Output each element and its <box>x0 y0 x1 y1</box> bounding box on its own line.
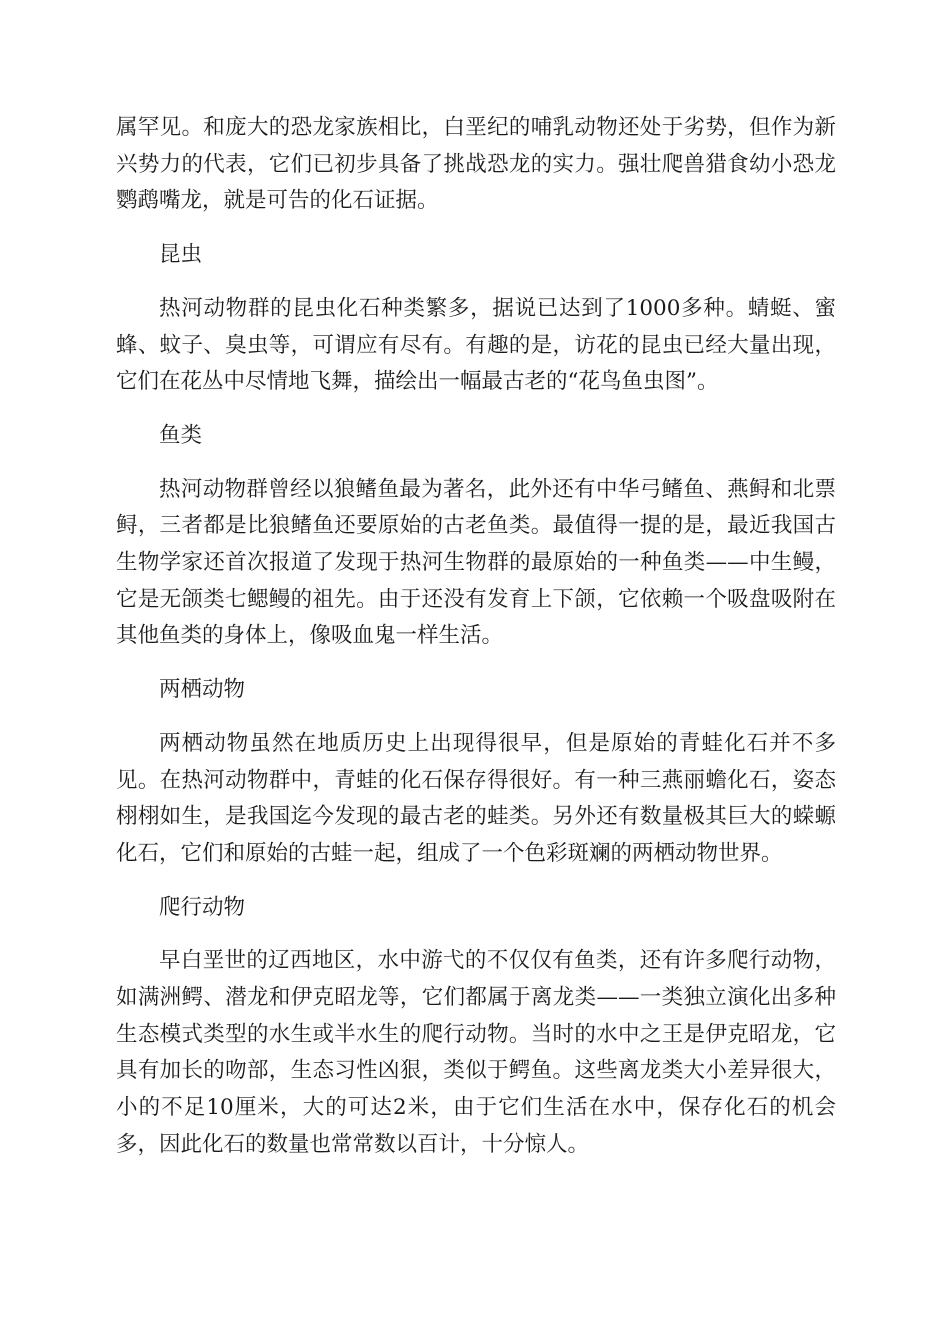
section-body-fish: 热河动物群曾经以狼鳍鱼最为著名，此外还有中华弓鳍鱼、燕鲟和北票鲟，三者都是比狼鳍鱼还要原始的古老鱼类。最值得一提的是，最近我国古生物学家还首次报道了发现于热河生物群的最原始的一种鱼类——中生鳗，它是无颌类七鳃鳗的祖先。由于还没有发育上下颌，它依赖一个吸盘吸附在其他鱼类的身体上，像吸血鬼一样生活。 <box>116 476 836 649</box>
section-body-amphibians: 两栖动物虽然在地质历史上出现得很早，但是原始的青蛙化石并不多见。在热河动物群中，青蛙的化石保存得很好。有一种三燕丽蟾化石，姿态栩栩如生，是我国迄今发现的最古老的蛙类。另外还有数量极其巨大的蝾螈化石，它们和原始的古蛙一起，组成了一个色彩斑斓的两栖动物世界。 <box>116 730 836 866</box>
section-heading-fish: 鱼类 <box>159 422 203 448</box>
section-heading-reptiles: 爬行动物 <box>159 894 246 920</box>
document-page <box>116 110 836 1181</box>
section-heading-insects: 昆虫 <box>159 242 203 268</box>
intro-paragraph: 属罕见。和庞大的恐龙家族相比，白垩纪的哺乳动物还处于劣势，但作为新兴势力的代表，它们已初步具备了挑战恐龙的实力。强壮爬兽猎食幼小恐龙鹦鹉嘴龙，就是可告的化石证据。 <box>116 115 836 214</box>
section-heading-amphibians: 两栖动物 <box>159 677 246 703</box>
section-body-insects: 热河动物群的昆虫化石种类繁多，据说已达到了1000多种。蜻蜓、蜜蜂、蚊子、臭虫等，可谓应有尽有。有趣的是，访花的昆虫已经大量出现，它们在花丛中尽情地飞舞，描绘出一幅最古老的“花鸟鱼虫图”。 <box>116 295 836 395</box>
section-body-reptiles: 早白垩世的辽西地区，水中游弋的不仅仅有鱼类，还有许多爬行动物，如满洲鳄、潜龙和伊克昭龙等，它们都属于离龙类——一类独立演化出多种生态模式类型的水生或半水生的爬行动物。当时的水中之王是伊克昭龙，它具有加长的吻部，生态习性凶狠，类似于鳄鱼。这些离龙类大小差异很大，小的不足10厘米，大的可达2米，由于它们生活在水中，保存化石的机会多，因此化石的数量也常常数以百计，十分惊人。 <box>116 948 836 1157</box>
